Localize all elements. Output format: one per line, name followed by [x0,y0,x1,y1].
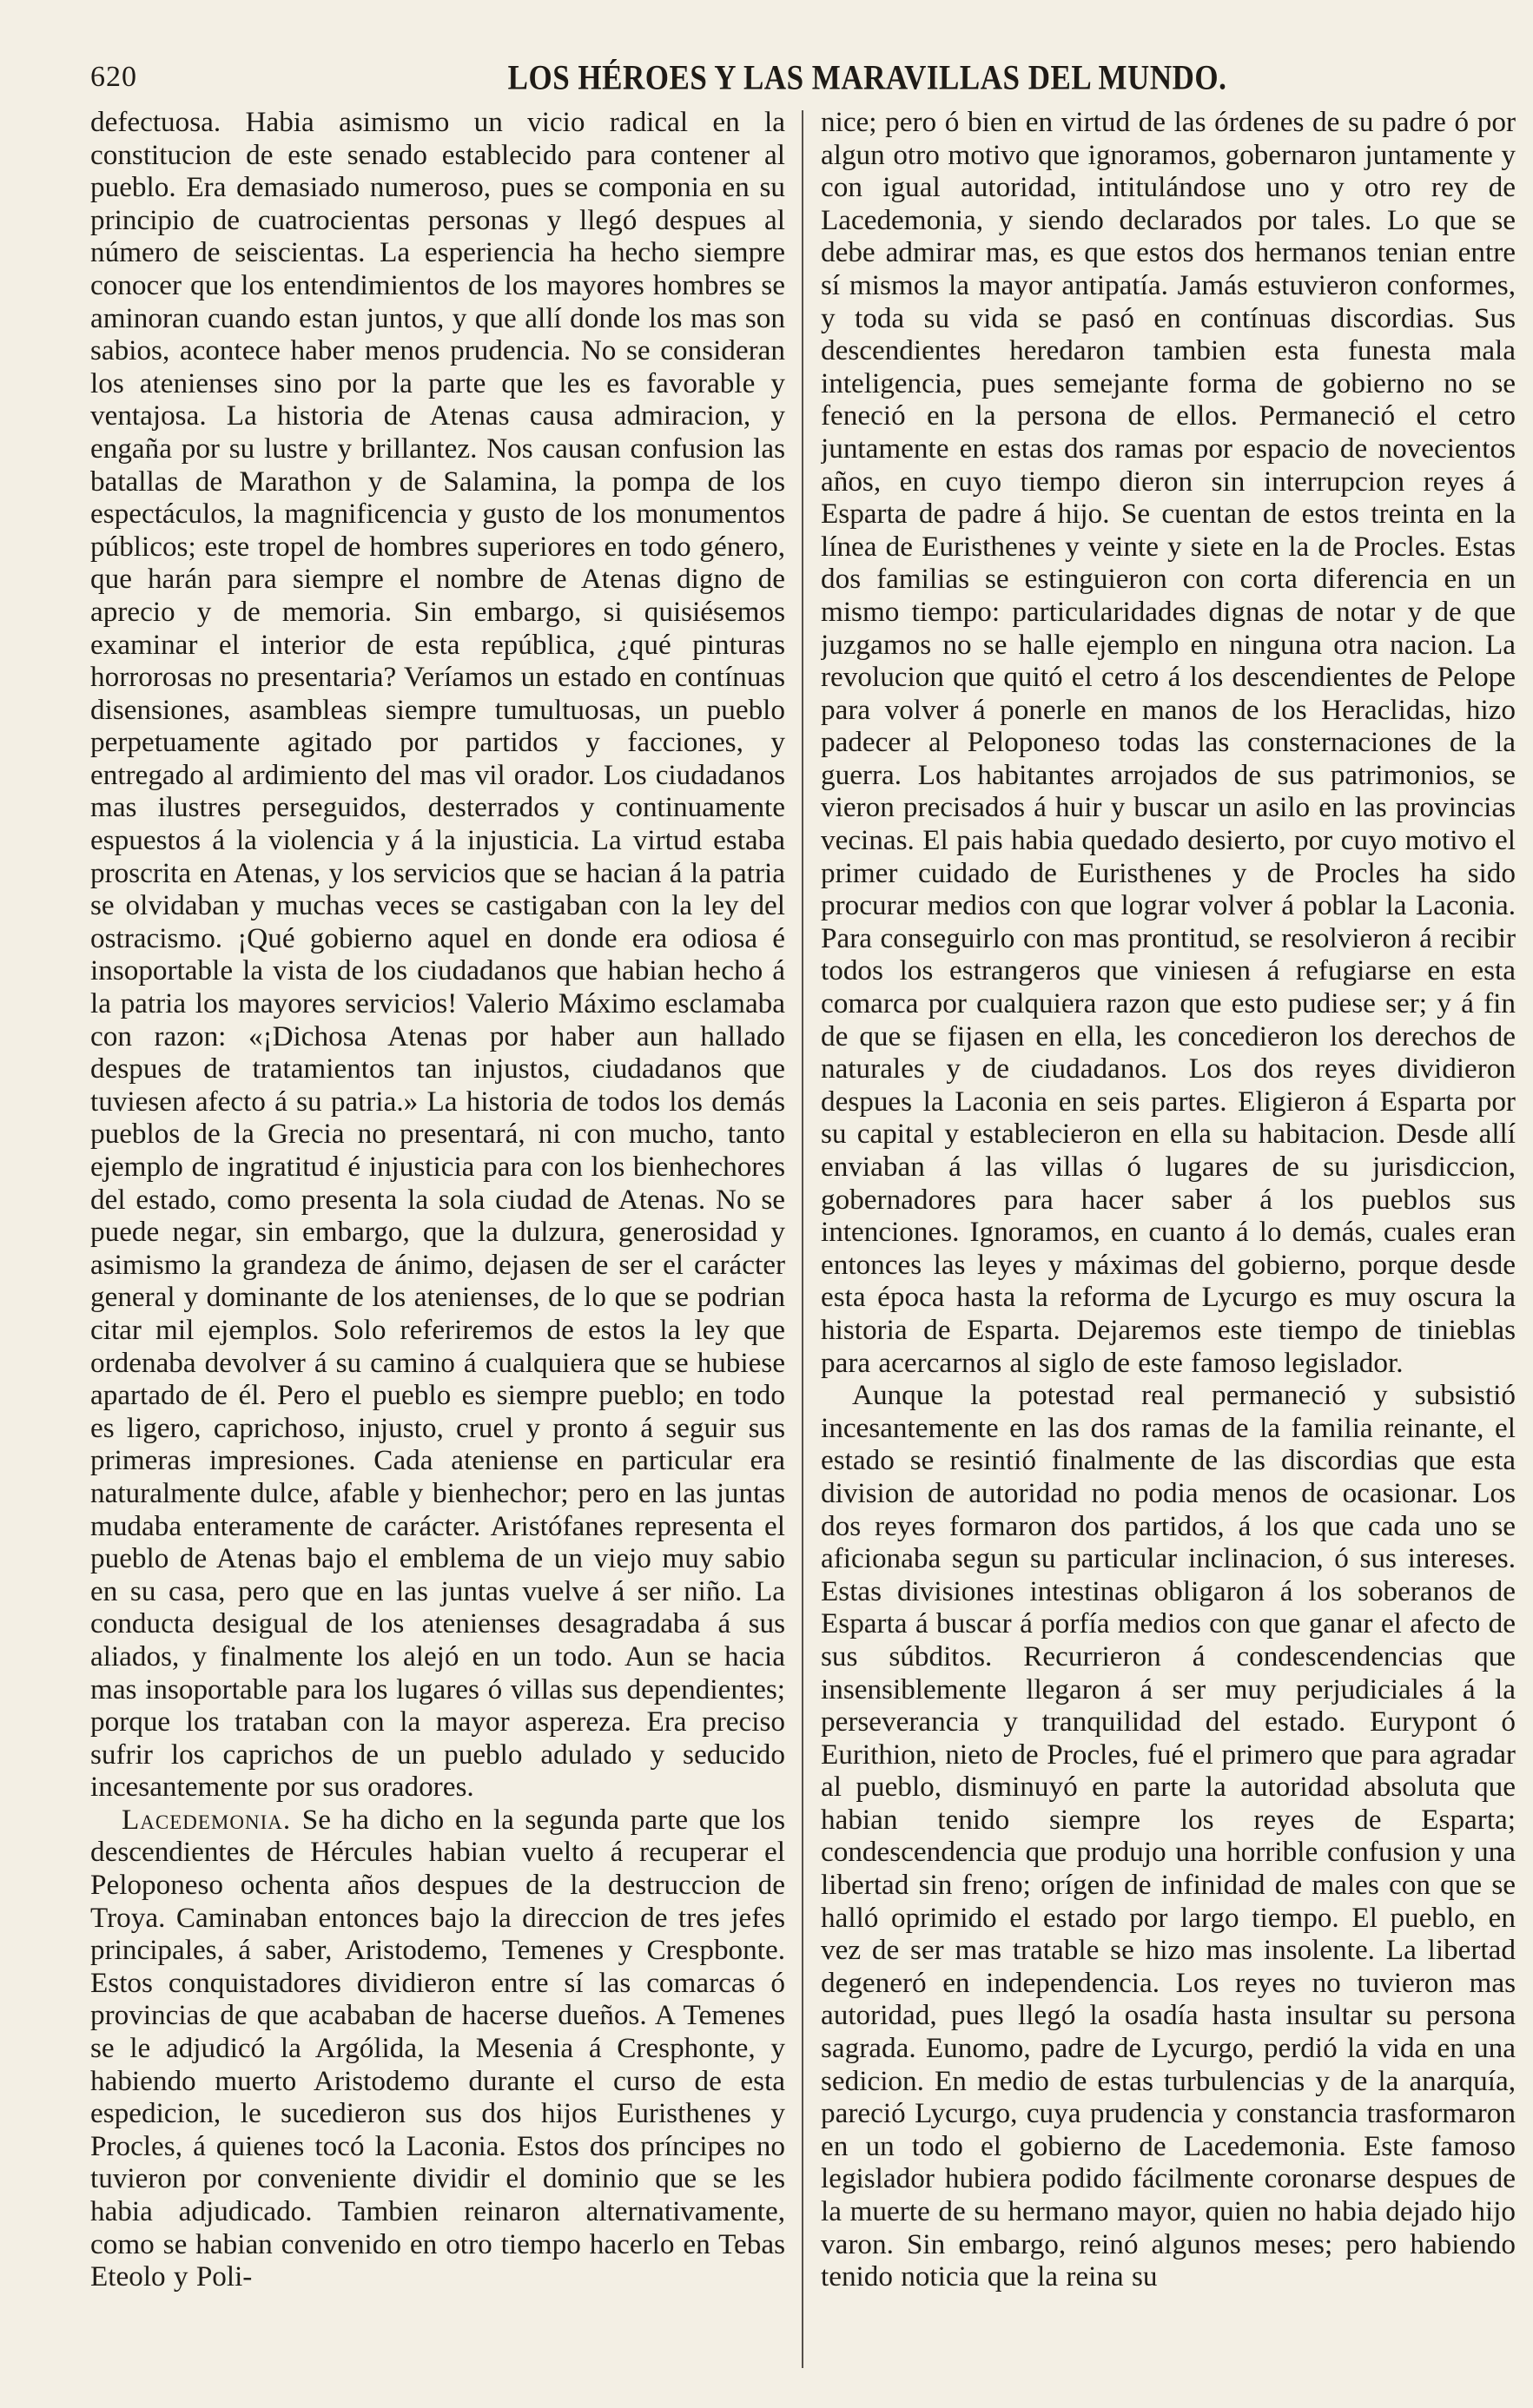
column-divider [802,110,803,2368]
body-paragraph: defectuosa. Habia asimismo un vicio radical en la constitucion de este senado establecido para contener al pueblo. Era demasiado numeroso, pues se componia en su principio de cuatrocientas personas y llegó despues al número de seiscientas. La esperiencia ha hecho siempre conocer que los entendimientos de los mayores hombres se aminoran cuando estan juntos, y que allí donde los mas son sabios, acontece haber menos prudencia. No se consideran los atenienses sino por la parte que les es favorable y ventajosa. La historia de Atenas causa admiracion, y engaña por su lustre y brillantez. Nos causan confusion las batallas de Marathon y de Salamina, la pompa de los espectáculos, la magnificencia y gusto de los monumentos públicos; este tropel de hombres superiores en todo género, que harán para siempre el nombre de Atenas digno de aprecio y de memoria. Sin embargo, si quisiésemos examinar el interior de esta república, ¿qué pinturas horrorosas no presentaria? Veríamos un estado en contínuas disensiones, asambleas siempre tumultuosas, un pueblo perpetuamente agitado por partidos y facciones, y entregado al ardimiento del mas vil orador. Los ciudadanos mas ilustres perseguidos, desterrados y continuamente espuestos á la violencia y á la injusticia. La virtud estaba proscrita en Atenas, y los servicios que se hacian á la patria se olvidaban y muchas veces se castigaban con la ley del ostracismo. ¡Qué gobierno aquel en donde era odiosa é insoportable la vista de los ciudadanos que habian hecho á la patria los mayores servicios! Valerio Máximo esclamaba con razon: «¡Dichosa Atenas por haber aun hallado despues de tratamientos tan injustos, ciudadanos que tuviesen afecto á su patria.» La historia de todos los demás pueblos de la Grecia no presentará, ni con mucho, tanto ejemplo de ingratitud é injusticia para con los bienhechores del estado, como presenta la sola ciudad de Atenas. No se puede negar, sin embargo, que la dulzura, generosidad y asimismo la grandeza de ánimo, dejasen de ser el carácter general y dominante de los atenienses, de lo que se podrian citar mil ejemplos. Solo referiremos de estos la ley que ordenaba devolver á su camino á cualquiera que se hubiese apartado de él. Pero el pueblo es siempre pueblo; en todo es ligero, caprichoso, injusto, cruel y pronto á seguir sus primeras impresiones. Cada ateniense en particular era naturalmente dulce, afable y bienhechor; pero en las juntas mudaba enteramente de carácter. Aristófanes representa el pueblo de Atenas bajo el emblema de un viejo muy sabio en su casa, pero que en las juntas vuelve á ser niño. La conducta desigual de los atenienses desagradaba á sus aliados, y finalmente los alejó en un todo. Aun se hacia mas insoportable para los lugares ó villas sus dependientes; porque los trataban con la mayor aspereza. Era preciso sufrir los caprichos de un pueblo adulado y seducido incesantemente por sus oradores. [90,106,785,1804]
left-column [90,106,785,2398]
page-number: 620 [90,61,137,93]
section-paragraph [90,1804,785,2293]
running-title: LOS HÉROES Y LAS MARAVILLAS DEL MUNDO. [507,58,1227,97]
body-paragraph: nice; pero ó bien en virtud de las órdenes de su padre ó por algun otro motivo que ignoramos, gobernaron juntamente y con igual autoridad, intitulándose uno y otro rey de Lacedemonia, y siendo declarados por tales. Lo que se debe admirar mas, es que estos dos hermanos tenian entre sí mismos la mayor antipatía. Jamás estuvieron conformes, y toda su vida se pasó en contínuas discordias. Sus descendientes heredaron tambien esta funesta mala inteligencia, pues semejante forma de gobierno no se feneció en la persona de ellos. Permaneció el cetro juntamente en estas dos ramas por espacio de novecientos años, en cuyo tiempo dieron sin interrupcion reyes á Esparta de padre á hijo. Se cuentan de estos treinta en la línea de Euristhenes y veinte y siete en la de Procles. Estas dos familias se estinguieron con corta diferencia en un mismo tiempo: particularidades dignas de notar y de que juzgamos no se halle ejemplo en ninguna otra nacion. La revolucion que quitó el cetro á los descendientes de Pelope para volver á ponerle en manos de los Heraclidas, hizo padecer al Peloponeso todas las consternaciones de la guerra. Los habitantes arrojados de sus patrimonios, se vieron precisados á huir y buscar un asilo en las provincias vecinas. El pais habia quedado desierto, por cuyo motivo el primer cuidado de Euristhenes y de Procles ha sido procurar medios con que lograr volver á poblar la Laconia. Para conseguirlo con mas prontitud, se resolvieron á recibir todos los estrangeros que viniesen á refugiarse en esta comarca por cualquiera razon que esto pudiese ser; y á fin de que se fijasen en ella, les concedieron los derechos de naturales y de ciudadanos. Los dos reyes dividieron despues la Laconia en seis partes. Eligieron á Esparta por su capital y establecieron en ella su habitacion. Desde allí enviaban á las villas ó lugares de su jurisdiccion, gobernadores para hacer saber á los pueblos sus intenciones. Ignoramos, en cuanto á lo demás, cuales eran entonces las leyes y máximas del gobierno, porque desde esta época hasta la reforma de Lycurgo es muy oscura la historia de Esparta. Dejaremos este tiempo de tinieblas para acercarnos al siglo de este famoso legislador. [821,106,1516,1379]
section-text: Se ha dicho en la segunda parte que los descendientes de Hércules habian vuelto á recuperar el Peloponeso ochenta años despues de la destruccion de Troya. Caminaban entonces bajo la direccion de tres jefes principales, á saber, Aristodemo, Temenes y Crespbonte. Estos conquistadores dividieron entre sí las comarcas ó provincias de que acababan de hacerse dueños. A Temenes se le adjudicó la Argólida, la Mesenia á Cresphonte, y habiendo muerto Aristodemo durante el curso de esta espedicion, le sucedieron sus dos hijos Euristhenes y Procles, á quienes tocó la Laconia. Estos dos príncipes no tuvieron por conveniente dividir el dominio que se les habia adjudicado. Tambien reinaron alternativamente, como se habian convenido en otro tiempo hacerlo en Tebas Eteolo y Poli- [90,1803,785,2293]
section-heading: Lacedemonia. [122,1803,292,1836]
body-paragraph: Aunque la potestad real permaneció y subsistió incesantemente en las dos ramas de la familia reinante, el estado se resintió finalmente de las discordias que esta division de autoridad no podia menos de ocasionar. Los dos reyes formaron dos partidos, á los que cada uno se aficionaba segun su particular inclinacion, ó sus intereses. Estas divisiones intestinas obligaron á los soberanos de Esparta á buscar á porfía medios con que ganar el afecto de sus súbditos. Recurrieron á condescendencias que insensiblemente llegaron á ser muy perjudiciales á la perseverancia y tranquilidad del estado. Eurypont ó Eurithion, nieto de Procles, fué el primero que para agradar al pueblo, disminuyó en parte la autoridad absoluta que habian tenido siempre los reyes de Esparta; condescendencia que produjo una horrible confusion y una libertad sin freno; orígen de infinidad de males con que se halló oprimido el estado por largo tiempo. El pueblo, en vez de ser mas tratable se hizo mas insolente. La libertad degeneró en independencia. Los reyes no tuvieron mas autoridad, pues llegó la osadía hasta insultar su persona sagrada. Eunomo, padre de Lycurgo, perdió la vida en una sedicion. En medio de estas turbulencias y de la anarquía, pareció Lycurgo, cuya prudencia y constancia trasformaron en un todo el gobierno de Lacedemonia. Este famoso legislador hubiera podido fácilmente coronarse despues de la muerte de su hermano mayor, quien no habia dejado hijo varon. Sin embargo, reinó algunos meses; pero habiendo tenido noticia que la reina su [821,1379,1516,2293]
right-column [821,106,1516,2398]
page-header [90,52,1488,97]
